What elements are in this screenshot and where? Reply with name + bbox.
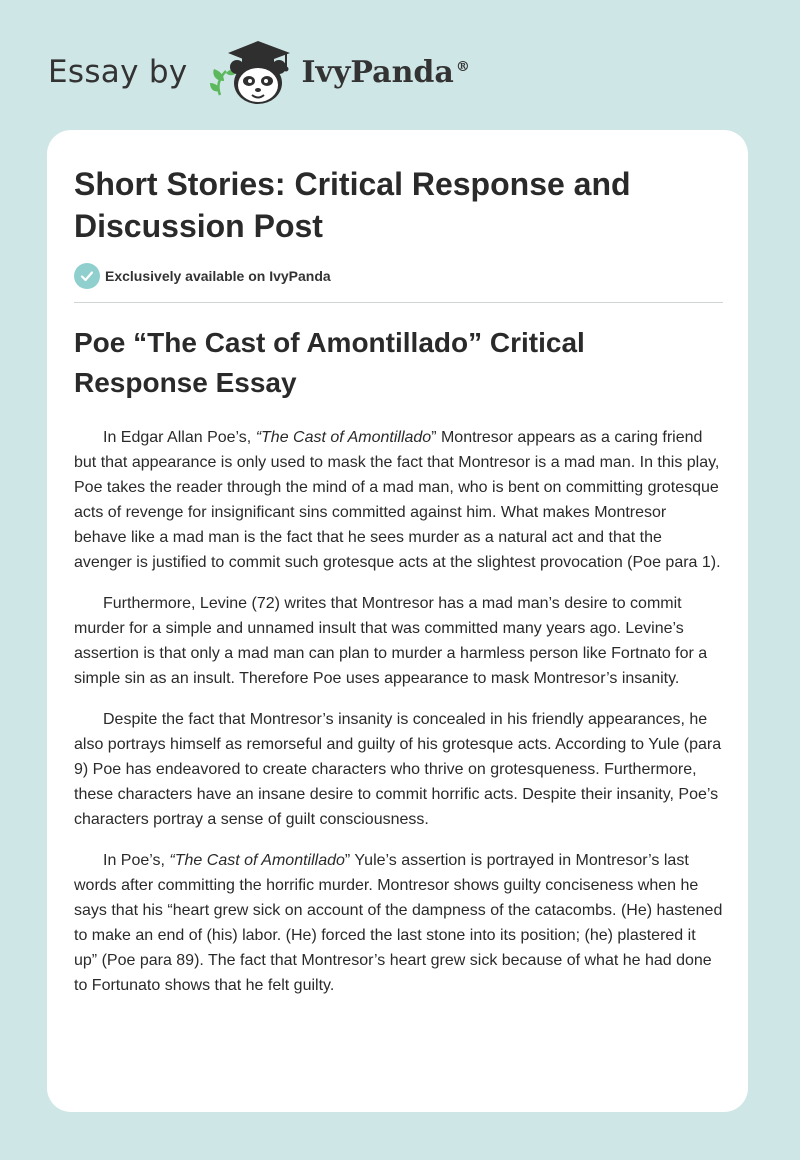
essay-heading: Poe “The Cast of Amontillado” Critical Response Essay xyxy=(74,327,585,398)
page-title: Short Stories: Critical Response and Discussion Post xyxy=(74,166,631,244)
check-circle-icon xyxy=(74,263,100,289)
essay-body xyxy=(74,425,723,1014)
paragraph: In Edgar Allan Poe’s, “The Cast of Amontillado” Montresor appears as a caring friend but that appearance is only used to mask the fact that Montresor is a mad man. In this play, Poe takes the reader through the mind of a mad man, who is bent on committing grotesque acts of revenge for insignificant sins committed against him. What makes Montresor behave like a mad man is the fact that he sees murder as a natural act and that the avenger is justified to commit such grotesque acts at the slightest provocation (Poe para 1). xyxy=(74,429,721,571)
site-header xyxy=(48,36,470,108)
essay-card xyxy=(47,130,748,1112)
brand-name[interactable] xyxy=(302,55,470,90)
work-title: “The Cast of Amontillado xyxy=(169,852,345,869)
exclusive-badge xyxy=(74,263,331,289)
paragraph: In Poe’s, “The Cast of Amontillado” Yule’s assertion is portrayed in Montresor’s last words after committing the horrific murder. Montresor shows guilty conciseness when he says that his “heart grew sick on account of the dampness of the catacombs. (He) hastened to make an end of (his) labor. (He) forced the last stone into its position; (he) plastered it up” (Poe para 89). The fact that Montresor’s heart grew sick because of what he had done to Fortunato shows that he felt guilty. xyxy=(74,852,723,994)
divider xyxy=(74,302,723,303)
paragraph: Despite the fact that Montresor’s insanity is concealed in his friendly appearances, he also portrays himself as remorseful and guilty of his grotesque acts. According to Yule (para 9) Poe has endeavored to create characters who thrive on grotesqueness. Furthermore, these characters have an insane desire to commit horrific acts. Despite their insanity, Poe’s characters portray a sense of guilt consciousness. xyxy=(74,711,722,828)
paragraph: Furthermore, Levine (72) writes that Montresor has a mad man’s desire to commit murder for a simple and unnamed insult that was committed many years ago. Levine’s assertion is that only a mad man can plan to murder a harmless person like Fortnato for a simple sin as an insult. Therefore Poe uses appearance to mask Montresor’s insanity. xyxy=(74,595,708,687)
badge-label: Exclusively available on IvyPanda xyxy=(105,268,331,284)
work-title: “The Cast of Amontillado xyxy=(255,429,432,446)
essay-by-label: Essay by xyxy=(48,54,188,90)
panda-logo-icon[interactable] xyxy=(206,37,298,107)
brand-text: IvyPanda xyxy=(301,54,454,90)
registered-mark: ® xyxy=(455,58,470,75)
